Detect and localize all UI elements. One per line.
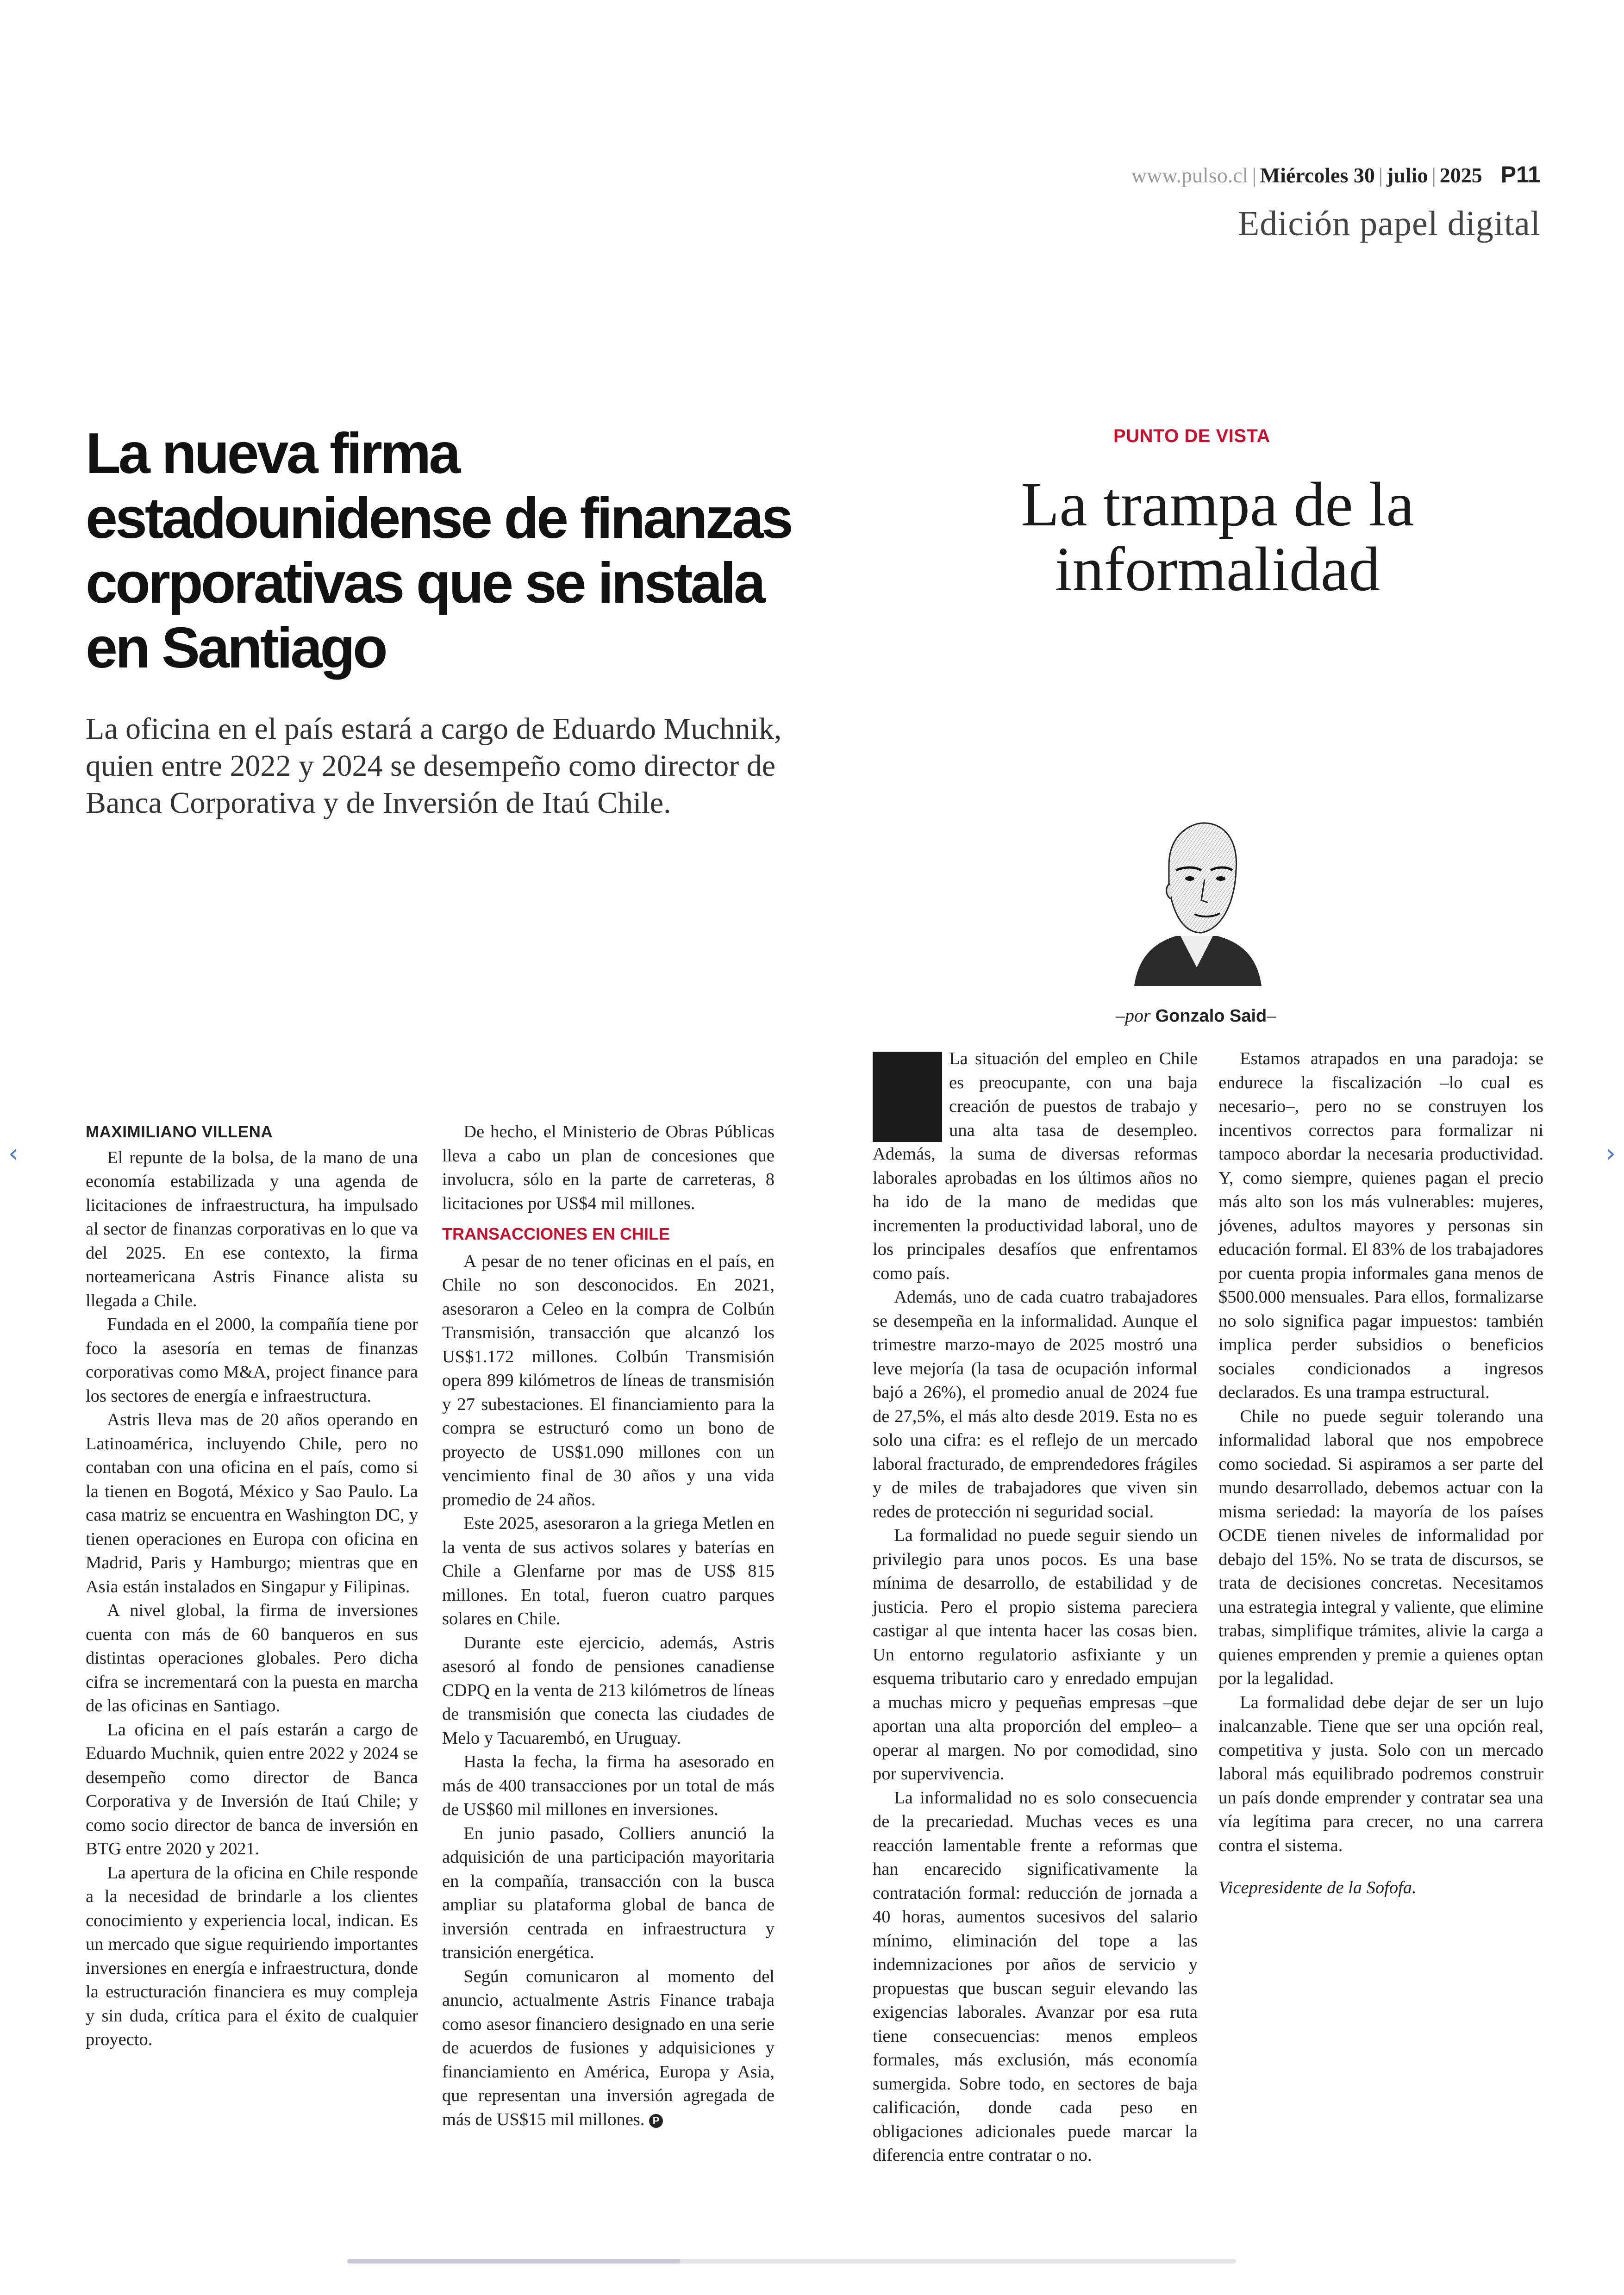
article-paragraph: Hasta la fecha, la firma ha asesorado en más de 400 transacciones por un total de más de US$60 mil millones en inversiones.	[442, 1752, 775, 1819]
article-paragraph: Fundada en el 2000, la compañía tiene por foco la asesoría en temas de finanzas corporativas como M&A, project finance para los sectores de energía e infraestructura.	[86, 1315, 418, 1406]
end-mark-icon: P	[649, 2114, 663, 2128]
article-paragraph: Según comunicaron al momento del anuncio, actualmente Astris Finance trabaja como asesor financiero designado en una serie de acuerdos de fusiones y adquisiciones y financiamiento en América, Europa y Asia, que representan una inversión agregada de más de US$15 mil millones.	[442, 1966, 775, 2129]
article-column-2	[442, 1120, 775, 2132]
byline-suffix: –	[1267, 1005, 1276, 1026]
article-paragraph: En junio pasado, Colliers anunció la adquisición de una participación mayoritaria en la compañía, transacción con la busca ampliar su plataforma global de banca de inversión centrada en infraestructura y transición energética.	[442, 1823, 775, 1962]
byline-prefix: –por	[1116, 1005, 1151, 1026]
article-paragraph: De hecho, el Ministerio de Obras Públicas lleva a cabo un plan de concesiones que involucra, sólo en la parte de carreteras, 8 licitaciones por US$4 mil millones.	[442, 1122, 775, 1213]
opinion-kicker: PUNTO DE VISTA	[1113, 426, 1270, 446]
site-url[interactable]: www.pulso.cl	[1131, 163, 1249, 187]
opinion-column-1	[873, 1047, 1198, 2168]
opinion-title: La trampa de la informalidad	[1021, 470, 1414, 604]
opinion-paragraph: Chile no puede seguir tolerando una informalidad laboral que nos empobrece como sociedad. Si aspiramos a ser parte del mundo desarrollado, debemos actuar con la misma seriedad: la mayoría de los países OCDE tienen niveles de informalidad por debajo del 15%. No se trata de discursos, se trata de decisiones concretas. Necesitamos una estrategia integral y valiente, que elimine trabas, simplifique trámites, alivie la carga a quienes emprenden y premie a quienes optan por la legalidad.	[1218, 1406, 1543, 1688]
article-subhead: TRANSACCIONES EN CHILE	[442, 1224, 670, 1243]
main-deck: La oficina en el país estará a cargo de Eduardo Muchnik, quien entre 2022 y 2024 se desempeño como director de Banca Corporativa y de Inversión de Itaú Chile.	[86, 712, 782, 820]
author-signature: Vicepresidente de la Sofofa.	[1218, 1878, 1417, 1897]
scroll-thumb[interactable]	[347, 2259, 681, 2264]
article-paragraph: A nivel global, la firma de inversiones cuenta con más de 60 banqueros en sus distintas operaciones globales. Pero dicha cifra se incrementará con la puesta en marcha de las oficinas en Santiago.	[86, 1601, 418, 1715]
opinion-paragraph: La formalidad no puede seguir siendo un privilegio para unos pocos. Es una base mínima de desarrollo, de estabilidad y de justicia. Pero el propio sistema pareciera castigar al que intenta hacer las cosas bien. Un entorno regulatorio asfixiante y un esquema tributario caro y enredado empujan a muchas micro y pequeñas empresas –que aportan una alta proporción del empleo– a operar al margen. No por comodidad, sino por supervivencia.	[873, 1526, 1198, 1784]
opinion-column-2	[1218, 1047, 1543, 1900]
main-headline: La nueva firma estadounidense de finanzas corporativas que se instala en Santiago	[86, 422, 791, 680]
article-author: MAXIMILIANO VILLENA	[86, 1123, 273, 1141]
page-header: www.pulso.cl | Miércoles 30 | julio | 2025 P11	[1131, 162, 1541, 187]
page-scrollbar[interactable]	[347, 2259, 1236, 2264]
article-paragraph: El repunte de la bolsa, de la mano de una economía estabilizada y una agenda de licitaciones de infraestructura, ha impulsado al sector de finanzas corporativas en lo que va del 2025. En ese contexto, la firma norteamericana Astris Finance alista su llegada a Chile.	[86, 1148, 418, 1310]
article-column-1	[86, 1120, 418, 2052]
opinion-paragraph: La informalidad no es solo consecuencia de la precariedad. Muchas veces es una reacción lamentable frente a reformas que han encarecido significativamente la contratación formal: reducción de jornada a 40 horas, aumentos sucesivos del salario mínimo, eliminación del tope a las indemnizaciones por años de servicio y propuestas que buscan seguir elevando las exigencias laborales. Avanzar por esa ruta tiene consecuencias: menos empleos formales, más exclusión, más economía sumergida. Sobre todo, en sectores de baja calificación, donde cada peso en obligaciones adicionales puede marcar la diferencia entre contratar o no.	[873, 1788, 1198, 2165]
edition-label: Edición papel digital	[1237, 204, 1541, 243]
opinion-paragraph: La situación del empleo en Chile es preocupante, con una baja creación de puestos de trabajo y una alta tasa de desempleo. Además, la suma de diversas reformas laborales aprobadas en los últimos años no ha ido de la mano de medidas que incrementen la productividad laboral, uno de los principales desafíos que enfrentamos como país.	[873, 1049, 1198, 1283]
header-year: 2025	[1439, 163, 1482, 187]
article-paragraph: La apertura de la oficina en Chile responde a la necesidad de brindarle a los clientes conocimiento y experiencia local, indican. Es un mercado que sigue requiriendo importantes inversiones en energía e infraestructura, donde la estructuración financiera es muy compleja y sin duda, crítica para el éxito de cualquier proyecto.	[86, 1863, 418, 2049]
page-number: P11	[1500, 162, 1541, 187]
header-month: julio	[1387, 163, 1428, 187]
opinion-paragraph: La formalidad debe dejar de ser un lujo inalcanzable. Tiene que ser una opción real, competitiva y justa. Solo con un mercado laboral más equilibrado podremos construir un país donde emprender y contratar sea una vía legítima para crecer, no una carrera contra el sistema.	[1218, 1692, 1543, 1855]
opinion-byline	[1116, 1004, 1276, 1026]
next-page-icon[interactable]: ›	[1605, 1139, 1616, 1168]
previous-page-icon[interactable]: ‹	[8, 1139, 19, 1168]
header-day: Miércoles 30	[1260, 163, 1375, 187]
article-paragraph: Astris lleva mas de 20 años operando en Latinoamérica, incluyendo Chile, pero no contaban con una oficina en el país, como si la tienen en Bogotá, México y Sao Paulo. La casa matriz se encuentra en Washington DC, y tienen operaciones en Europa con oficina en Madrid, Paris y Hamburgo; mientras que en Asia están instalados en Singapur y Filipinas.	[86, 1410, 418, 1597]
article-paragraph: Este 2025, asesoraron a la griega Metlen en la venta de sus activos solares y baterías en Chile a Glenfarne por mas de US$ 815 millones. En total, fueron cuatro parques solares en Chile.	[442, 1514, 775, 1628]
article-paragraph: La oficina en el país estarán a cargo de Eduardo Muchnik, quien entre 2022 y 2024 se desempeño como director de Banca Corporativa y de Inversión de Itaú Chile; y como socio director de banca de inversión en BTG entre 2020 y 2021.	[86, 1720, 418, 1858]
byline-author: Gonzalo Said	[1155, 1006, 1267, 1026]
article-paragraph: A pesar de no tener oficinas en el país, en Chile no son desconocidos. En 2021, asesoraron a Celeo en la compra de Colbún Transmisión, transacción que alcanzó los US$1.172 millones. Colbún Transmisión opera 899 kilómetros de líneas de transmisión y 27 subestaciones. El financiamiento para la compra se estructuró como un bono de proyecto de US$1.090 millones con un vencimiento final de 30 años y una vida promedio de 24 años.	[442, 1251, 775, 1509]
opinion-paragraph: Estamos atrapados en una paradoja: se endurece la fiscalización –lo cual es necesario–, pero no se construyen los incentivos correctos para formalizar ni tampoco abordar la necesaria productividad. Y, como siempre, quienes pagan el precio más alto son los más vulnerables: mujeres, jóvenes, adultos mayores y personas sin educación formal. El 83% de los trabajadores por cuenta propia informales gana menos de $500.000 mensuales. Para ellos, formalizarse no solo significa pagar impuestos: también implica perder subsidios o beneficios sociales condicionados a ingresos declarados. Es una trampa estructural.	[1218, 1049, 1543, 1402]
author-portrait	[1125, 815, 1268, 986]
article-paragraph: Durante este ejercicio, además, Astris asesoró al fondo de pensiones canadiense CDPQ en la venta de 213 kilómetros de líneas de transmisión que conecta las ciudades de Melo y Tacuarembó, en Uruguay.	[442, 1633, 775, 1748]
opinion-paragraph: Además, uno de cada cuatro trabajadores se desempeña en la informalidad. Aunque el trimestre marzo-mayo de 2025 mostró una leve mejoría (la tasa de ocupación informal bajó a 26%), el promedio anual de 2024 fue de 27,5%, el más alto desde 2019. Esta no es solo una cifra: es el reflejo de un mercado laboral fracturado, de emprendedores frágiles y de miles de trabajadores que viven sin redes de protección ni seguridad social.	[873, 1287, 1198, 1522]
